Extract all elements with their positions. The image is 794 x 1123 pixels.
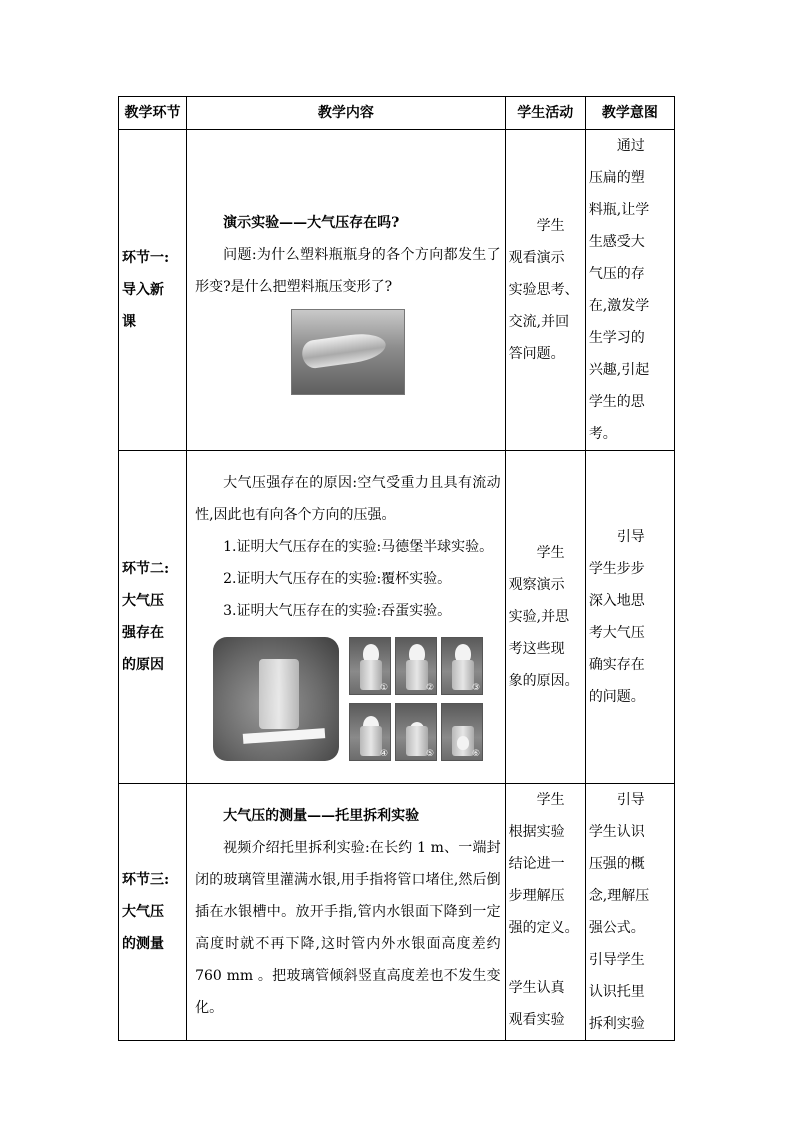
activity-line: 观看实验: [508, 1012, 565, 1028]
activity-line: 强的定义。: [508, 920, 579, 936]
activity-line: 根据实验: [508, 824, 565, 840]
activity-line: 步理解压: [508, 888, 565, 904]
egg-photo: [395, 637, 437, 695]
content-cell: [187, 451, 506, 784]
intent-line: 通过: [616, 138, 645, 154]
stage-line: 的测量: [122, 936, 164, 952]
intent-line: 在,激发学: [588, 298, 650, 314]
stage-line: 环节一:: [122, 250, 170, 266]
intent-cell: [585, 784, 674, 1041]
table-row: [119, 130, 675, 451]
body-text: 视频介绍托里拆利实验:在长约 1 m、一端封闭的玻璃管里灌满水银,用手指将管口堵住,然后倒插在水银槽中。放开手指,管内水银面下降到一定高度时就不再下降,这时管内外水银面高度差约 760 mm 。把玻璃管倾斜竖直高度差也不发生变化。: [195, 840, 501, 1016]
content-cell: [187, 784, 506, 1041]
activity-line: 学生: [536, 218, 565, 234]
lesson-plan-table: [118, 96, 675, 1041]
header-intent: 教学意图: [585, 97, 674, 130]
intro-text: 大气压强存在的原因:空气受重力且具有流动性,因此也有向各个方向的压强。: [195, 475, 501, 523]
table-row: [119, 784, 675, 1041]
activity-line: 答问题。: [508, 346, 565, 362]
question-text: 问题:为什么塑料瓶瓶身的各个方向都发生了形变?是什么把塑料瓶压变形了?: [195, 247, 501, 295]
intent-line: 引导: [616, 529, 645, 545]
intent-line: 学生步步: [588, 561, 645, 577]
activity-cell: [505, 130, 585, 451]
intent-line: 念,理解压: [588, 888, 650, 904]
stage-line: 强存在: [122, 625, 164, 641]
activity-cell: [505, 451, 585, 784]
intent-line: 考。: [588, 426, 617, 442]
table-row: [119, 451, 675, 784]
photo-label: ②: [426, 683, 435, 693]
intent-line: 认识托里: [588, 984, 645, 1000]
intent-cell: [585, 451, 674, 784]
stage-line: 导入新: [122, 282, 164, 298]
activity-line: 学生认真: [508, 980, 565, 996]
content-cell: [187, 130, 506, 451]
intent-line: 学生认识: [588, 824, 645, 840]
activity-line: 学生: [536, 792, 565, 808]
activity-line: 象的原因。: [508, 673, 579, 689]
egg-photo: [349, 637, 391, 695]
section-title: 演示实验——大气压存在吗?: [223, 215, 400, 231]
experiment-item: 1.证明大气压存在的实验:马德堡半球实验。: [223, 539, 494, 555]
section-title: 大气压的测量——托里拆利实验: [223, 808, 420, 824]
activity-line: 观察演示: [508, 577, 565, 593]
stage-line: 的原因: [122, 657, 164, 673]
experiment-item: 2.证明大气压存在的实验:覆杯实验。: [223, 571, 452, 587]
activity-line: 结论进一: [508, 856, 565, 872]
activity-line: 实验思考、: [508, 282, 579, 298]
intent-line: 引导学生: [588, 952, 645, 968]
glass-image: [259, 659, 299, 729]
stage-cell: [119, 784, 187, 1041]
experiment-photos: [213, 637, 501, 761]
intent-line: 压强的概: [588, 856, 645, 872]
intent-line: 气压的存: [588, 266, 645, 282]
intent-line: 引导: [616, 792, 645, 808]
activity-line: 学生: [536, 545, 565, 561]
stage-line: 大气压: [122, 593, 164, 609]
intent-line: 料瓶,让学: [588, 202, 650, 218]
header-stage: 教学环节: [119, 97, 187, 130]
intent-line: 强公式。: [588, 920, 645, 936]
egg-photo: [441, 703, 483, 761]
photo-label: ⑥: [472, 749, 481, 759]
egg-photo: [349, 703, 391, 761]
stage-line: 课: [122, 314, 136, 330]
intent-cell: [585, 130, 674, 451]
card-image: [243, 728, 325, 744]
egg-sequence-photos: [349, 637, 483, 761]
intent-line: 压扁的塑: [588, 170, 645, 186]
intent-line: 确实存在: [588, 657, 645, 673]
intent-line: 考大气压: [588, 625, 645, 641]
stage-cell: [119, 130, 187, 451]
intent-line: 兴趣,引起: [588, 362, 650, 378]
activity-cell: [505, 784, 585, 1041]
egg-photo: [441, 637, 483, 695]
stage-line: 环节三:: [122, 872, 170, 888]
activity-line: 观看演示: [508, 250, 565, 266]
experiment-item: 3.证明大气压存在的实验:吞蛋实验。: [223, 603, 452, 619]
egg-photo: [395, 703, 437, 761]
header-activity: 学生活动: [505, 97, 585, 130]
intent-line: 拆利实验: [588, 1016, 645, 1032]
stage-line: 大气压: [122, 904, 164, 920]
header-content: 教学内容: [187, 97, 506, 130]
activity-line: 实验,并思: [508, 609, 570, 625]
intent-line: 的问题。: [588, 689, 645, 705]
activity-line: 交流,并回: [508, 314, 570, 330]
stage-line: 环节二:: [122, 561, 170, 577]
intent-line: 学生的思: [588, 394, 645, 410]
photo-label: ③: [472, 683, 481, 693]
table-header-row: [119, 97, 675, 130]
photo-label: ④: [380, 749, 389, 759]
intent-line: 生学习的: [588, 330, 645, 346]
inverted-cup-photo: [213, 637, 339, 761]
bottle-photo: [291, 309, 405, 395]
stage-cell: [119, 451, 187, 784]
crushed-bottle-image: [300, 330, 387, 369]
intent-line: 生感受大: [588, 234, 645, 250]
photo-label: ⑤: [426, 749, 435, 759]
intent-line: 深入地思: [588, 593, 645, 609]
activity-line: [509, 944, 582, 972]
photo-label: ①: [380, 683, 389, 693]
activity-line: 考这些现: [508, 641, 565, 657]
